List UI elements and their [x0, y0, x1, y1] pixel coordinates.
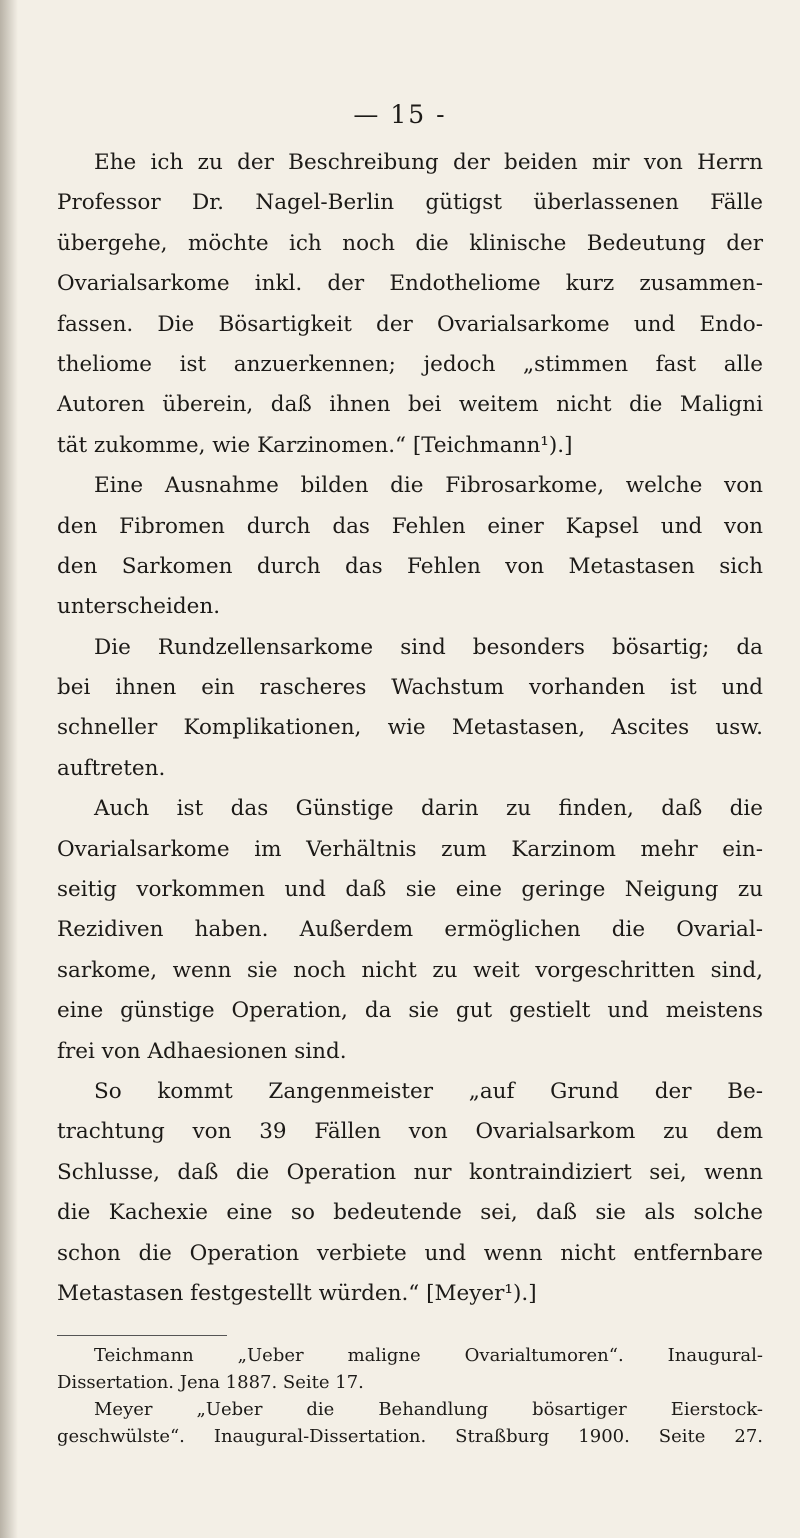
- text-line: seitig vorkommen und daß sie eine geringe Neigung zu: [57, 877, 763, 903]
- text-line: den Sarkomen durch das Fehlen von Metastasen sich: [57, 553, 763, 579]
- text-line: sarkome, wenn sie noch nicht zu weit vorgeschritten sind,: [57, 957, 763, 983]
- text-line: den Fibromen durch das Fehlen einer Kapsel und von: [57, 513, 763, 539]
- text-line: Ovarialsarkome inkl. der Endotheliome kurz zusammen-: [57, 271, 763, 297]
- text-line: Rezidiven haben. Außerdem ermöglichen die Ovarial-: [57, 917, 763, 943]
- text-line: Ehe ich zu der Beschreibung der beiden mir von Herrn: [94, 150, 763, 175]
- footnote-line: geschwülste“. Inaugural-Dissertation. Straßburg 1900. Seite 27.: [57, 1426, 763, 1447]
- text-line: Metastasen festgestellt würden.“ [Meyer¹).]: [57, 1280, 537, 1306]
- page-edge-shadow: [0, 0, 18, 1538]
- text-line: fassen. Die Bösartigkeit der Ovarialsarkome und Endo-: [57, 311, 763, 337]
- text-line: Auch ist das Günstige darin zu finden, daß die: [94, 796, 763, 822]
- text-line: frei von Adhaesionen sind.: [57, 1038, 347, 1064]
- footnotes: [57, 1335, 763, 1450]
- text-line: theliome ist anzuerkennen; jedoch „stimmen fast alle: [57, 351, 763, 377]
- footnote-line: Meyer „Ueber die Behandlung bösartiger Eierstock-: [94, 1399, 763, 1420]
- text-line: die Kachexie eine so bedeutende sei, daß sie als solche: [57, 1200, 763, 1226]
- text-line: schneller Komplikationen, wie Metastasen, Ascites usw.: [57, 715, 763, 741]
- text-line: Die Rundzellensarkome sind besonders bösartig; da: [94, 634, 763, 660]
- footnote-line: Dissertation. Jena 1887. Seite 17.: [57, 1372, 364, 1393]
- text-line: übergehe, möchte ich noch die klinische Bedeutung der: [57, 230, 763, 256]
- text-line: Eine Ausnahme bilden die Fibrosarkome, welche von: [94, 473, 763, 499]
- text-line: Autoren überein, daß ihnen bei weitem nicht die Maligni: [57, 392, 763, 418]
- text-line: eine günstige Operation, da sie gut gestielt und meistens: [57, 998, 763, 1024]
- text-line: tät zukomme, wie Karzinomen.“ [Teichmann¹).]: [57, 432, 573, 458]
- text-line: auftreten.: [57, 755, 166, 781]
- text-line: Professor Dr. Nagel-Berlin gütigst überlassenen Fälle: [57, 190, 763, 216]
- text-line: So kommt Zangenmeister „auf Grund der Be-: [94, 1078, 763, 1104]
- text-line: Ovarialsarkome im Verhältnis zum Karzinom mehr ein-: [57, 836, 763, 862]
- footnote-divider: [57, 1335, 227, 1336]
- text-line: trachtung von 39 Fällen von Ovarialsarkom zu dem: [57, 1119, 763, 1145]
- text-line: Schlusse, daß die Operation nur kontraindiziert sei, wenn: [57, 1159, 763, 1185]
- text-line: bei ihnen ein rascheres Wachstum vorhanden ist und: [57, 675, 763, 701]
- text-line: unterscheiden.: [57, 594, 221, 620]
- text-line: schon die Operation verbiete und wenn nicht entfernbare: [57, 1240, 763, 1266]
- body-text: [57, 143, 763, 1314]
- page-number: — 15 -: [353, 100, 447, 129]
- footnote-line: Teichmann „Ueber maligne Ovarialtumoren“. Inaugural-: [94, 1345, 763, 1366]
